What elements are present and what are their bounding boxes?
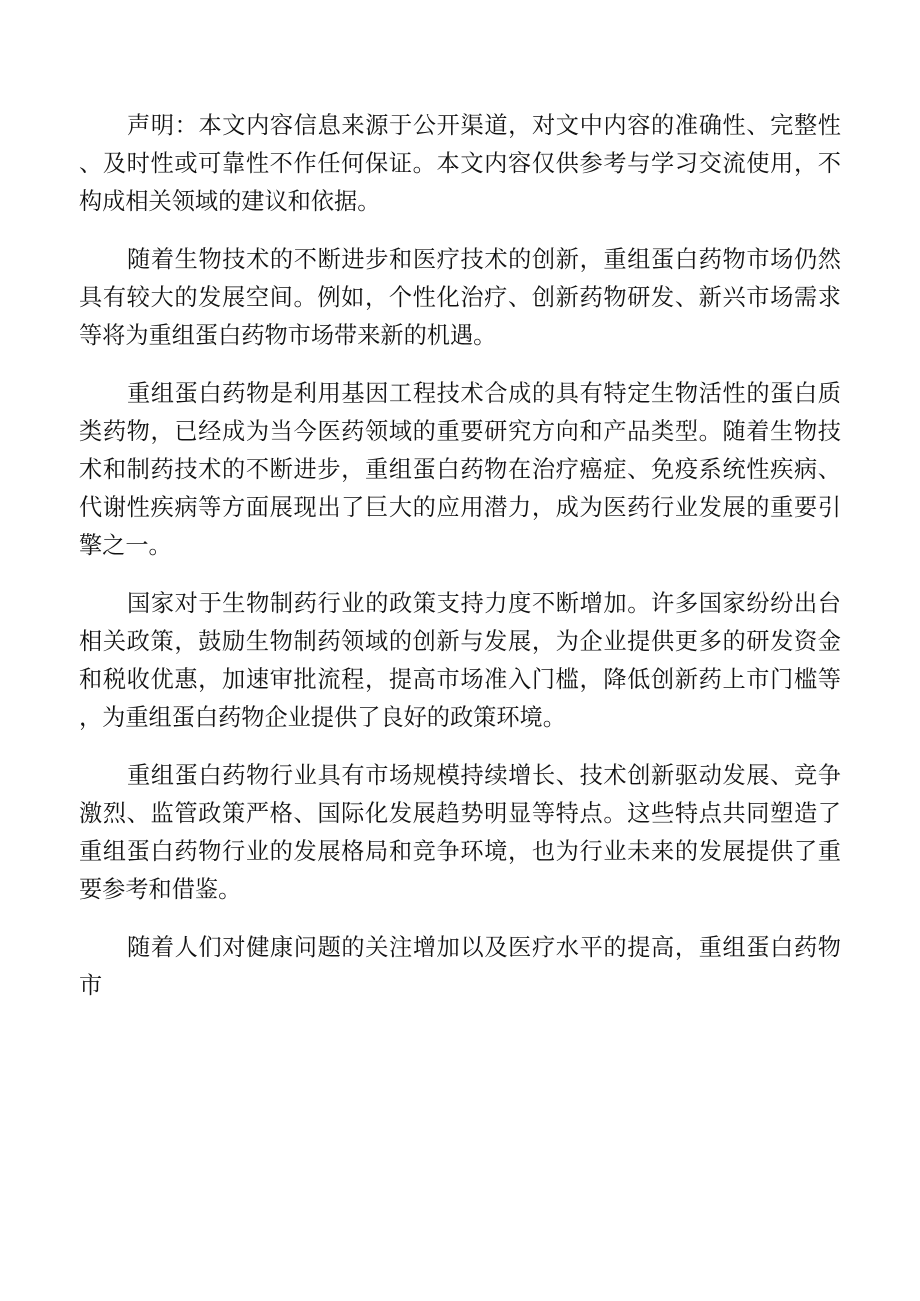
industry-features-paragraph: 重组蛋白药物行业具有市场规模持续增长、技术创新驱动发展、竞争激烈、监管政策严格、国际化发展趋势明显等特点。这些特点共同塑造了重组蛋白药物行业的发展格局和竞争环境，也为行业未来的发展提供了重要参考和借鉴。 xyxy=(79,762,841,903)
market-outlook-paragraph: 随着生物技术的不断进步和医疗技术的创新，重组蛋白药物市场仍然具有较大的发展空间。例如，个性化治疗、创新药物研发、新兴市场需求等将为重组蛋白药物市场带来新的机遇。 xyxy=(79,246,841,349)
health-demand-paragraph: 随着人们对健康问题的关注增加以及医疗水平的提高，重组蛋白药物市 xyxy=(79,934,841,999)
drug-definition-paragraph: 重组蛋白药物是利用基因工程技术合成的具有特定生物活性的蛋白质类药物，已经成为当今医药领域的重要研究方向和产品类型。随着生物技术和制药技术的不断进步，重组蛋白药物在治疗癌症、免疫系统性疾病、代谢性疾病等方面展现出了巨大的应用潜力，成为医药行业发展的重要引擎之一。 xyxy=(79,380,841,559)
paragraph-gap xyxy=(79,565,841,585)
paragraph-gap xyxy=(79,221,841,241)
document-body xyxy=(79,107,841,1005)
policy-support-paragraph: 国家对于生物制药行业的政策支持力度不断增加。许多国家纷纷出台相关政策，鼓励生物制药领域的创新与发展，为企业提供更多的研发资金和税收优惠，加速审批流程，提高市场准入门槛，降低创新药上市门槛等，为重组蛋白药物企业提供了良好的政策环境。 xyxy=(79,590,841,731)
paragraph-gap xyxy=(79,737,841,757)
paragraph-gap xyxy=(79,909,841,929)
paragraph-gap xyxy=(79,355,841,375)
disclaimer-paragraph: 声明：本文内容信息来源于公开渠道，对文中内容的准确性、完整性、及时性或可靠性不作任何保证。本文内容仅供参考与学习交流使用，不构成相关领域的建议和依据。 xyxy=(79,112,841,215)
